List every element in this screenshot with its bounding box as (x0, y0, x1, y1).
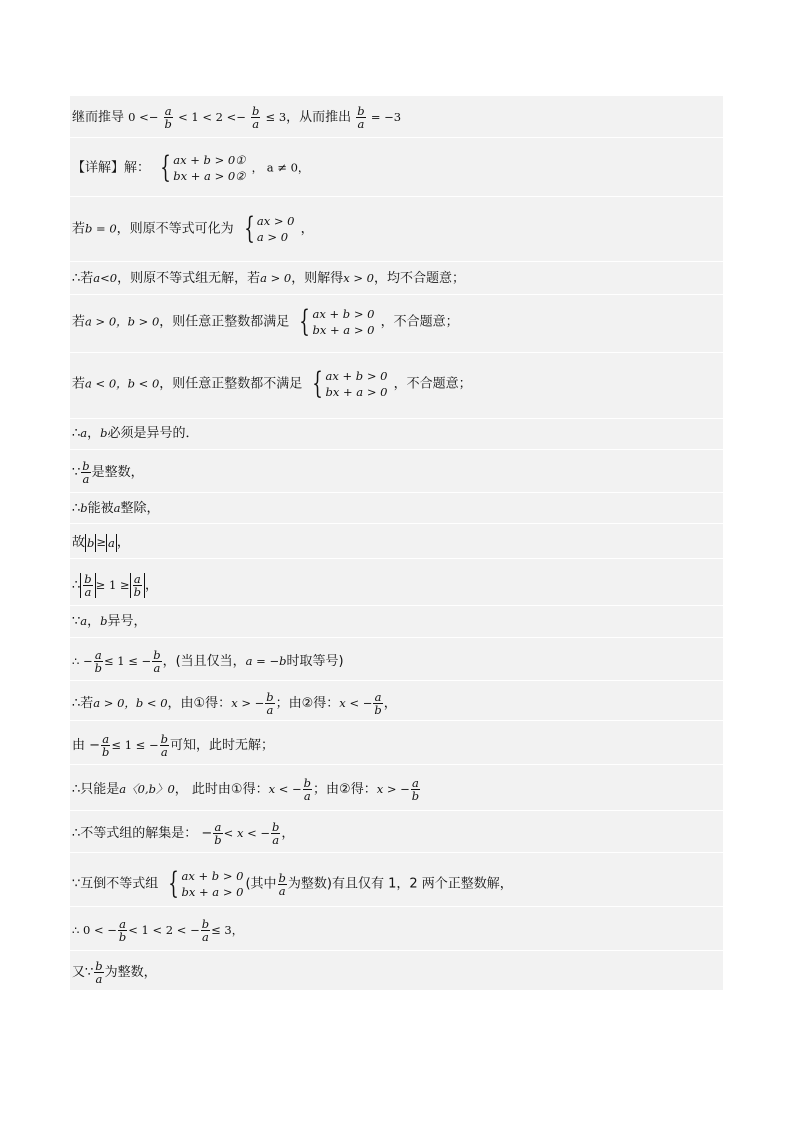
text: ∵ (72, 465, 81, 480)
denominator: b (214, 833, 222, 847)
text: 能被 (87, 501, 114, 516)
fraction (213, 821, 222, 846)
math: a〈0,b〉0 (119, 782, 175, 796)
math: ， a ≠ 0， (251, 160, 310, 175)
text: 整除， (120, 501, 160, 516)
math: b (100, 614, 108, 628)
text: 异号， (107, 614, 147, 629)
math: a<0 (93, 271, 118, 285)
math: a (113, 501, 121, 515)
fraction (118, 918, 127, 943)
inequality-system (308, 368, 387, 400)
text: 为整数， (104, 965, 157, 980)
numerator: b (266, 690, 274, 704)
denominator: a (278, 883, 286, 898)
row-divider (70, 523, 723, 524)
text: ，则原不等式组无解，若 (117, 271, 261, 286)
solution-line-17 (72, 821, 720, 846)
row-divider (70, 137, 723, 138)
numerator: b (84, 572, 92, 586)
row-divider (70, 418, 723, 419)
absolute-value (80, 573, 95, 598)
solution-line-5 (72, 306, 720, 338)
solution-line-6 (72, 368, 720, 400)
numerator: a (133, 572, 141, 586)
solution-line-15 (72, 733, 720, 758)
solution-line-13 (72, 649, 720, 674)
inequality-system (156, 152, 245, 184)
math: x < − (268, 782, 302, 796)
row-divider (70, 449, 723, 450)
fraction (94, 649, 103, 674)
row-divider (70, 196, 723, 197)
fraction (303, 777, 312, 802)
row-divider (70, 492, 723, 493)
text: 必须是异号的． (107, 426, 199, 441)
fraction (201, 918, 210, 943)
math: < x < − (223, 826, 271, 840)
math: a > 0，b > 0 (85, 314, 160, 329)
numerator: a (119, 917, 126, 931)
inequality-row: ax > 0 (256, 214, 295, 228)
solution-line-16 (72, 777, 720, 802)
math: = −3 (370, 110, 402, 124)
text: 若 (72, 314, 86, 330)
math: ≤ 1 ≤ − (111, 738, 159, 752)
brace-icon: { (312, 366, 324, 401)
fraction (81, 460, 90, 485)
row-divider (70, 261, 723, 262)
numerator: b (201, 917, 210, 931)
text: 若 (72, 221, 86, 237)
fraction (265, 691, 274, 716)
text: 是整数， (91, 465, 144, 480)
text: ∴ (72, 426, 81, 441)
denominator: a (201, 930, 209, 944)
brace-icon: { (244, 211, 255, 246)
fraction (373, 691, 382, 716)
inequality-row: a > 0 (256, 230, 289, 244)
row-divider (70, 352, 723, 353)
math: x > − (376, 782, 410, 796)
math: ∴ − (72, 654, 93, 668)
text: ，不合题意； (380, 314, 459, 330)
math: a = −b (245, 654, 287, 668)
row-divider (70, 950, 723, 951)
math: a (80, 614, 88, 628)
solution-line-20 (72, 960, 720, 985)
absolute-value (130, 573, 145, 598)
row-divider (70, 764, 723, 765)
numerator: a (412, 776, 419, 790)
text: 解： (124, 160, 151, 176)
text: ∵ (72, 614, 81, 629)
denominator: a (160, 745, 168, 759)
text: ， (87, 614, 101, 629)
numerator: a (164, 104, 172, 118)
text: ∴若 (72, 271, 94, 286)
row-divider (70, 558, 723, 559)
math: b (80, 501, 88, 515)
numerator: b (82, 459, 90, 473)
inequality-system (295, 306, 374, 338)
numerator: b (153, 648, 161, 662)
solution-line-8 (72, 460, 720, 485)
fraction (251, 105, 260, 130)
math: 0 <− (128, 110, 159, 124)
denominator: a (252, 117, 260, 131)
text: ， (281, 826, 295, 841)
text: ， (300, 221, 314, 237)
solution-line-9 (72, 499, 720, 518)
row-divider (70, 680, 723, 681)
numerator: b (272, 820, 280, 834)
math: ≤ 1 ≤ − (103, 654, 152, 668)
math: a > 0 (260, 271, 292, 285)
inequality-row: ax + b > 0 (181, 869, 244, 883)
math: a < 0，b < 0 (85, 376, 160, 391)
text: ，(当且仅当， (162, 654, 246, 669)
math: < 1 < 2 < − (128, 923, 200, 937)
text: ，不合题意； (393, 376, 472, 392)
row-divider (70, 852, 723, 853)
text: 故 (72, 535, 86, 550)
text: ，从而推出 (286, 110, 352, 125)
math: ≥ (96, 535, 107, 549)
numerator: a (94, 648, 102, 662)
inequality-row: bx + a > 0② (173, 169, 246, 183)
row-divider (70, 906, 723, 907)
denominator: a (95, 972, 103, 986)
solution-line-4 (72, 269, 720, 288)
math: b = 0 (85, 221, 117, 236)
inequality-system (164, 868, 243, 900)
fraction (152, 649, 161, 674)
text: (其中 (245, 876, 277, 892)
denominator: b (102, 745, 110, 759)
text: 可知，此时无解； (169, 738, 274, 753)
detail-tag: 【详解】 (72, 160, 125, 176)
numerator: b (303, 776, 312, 790)
solution-line-1 (72, 105, 720, 130)
inequality-row: ax + b > 0① (173, 153, 246, 167)
numerator: a (214, 820, 222, 834)
fraction (160, 733, 169, 758)
solution-line-10 (72, 533, 720, 552)
numerator: b (95, 959, 103, 973)
fraction (94, 960, 103, 985)
row-divider (70, 637, 723, 638)
fraction (101, 733, 110, 758)
inequality-system (240, 213, 295, 245)
text: ∵互倒不等式组 (72, 876, 159, 892)
text: 又∵ (72, 965, 94, 980)
text: ∴ (72, 578, 81, 593)
math: x < − (339, 696, 373, 710)
numerator: b (160, 732, 168, 746)
denominator: a (84, 585, 92, 599)
denominator: b (374, 703, 382, 717)
math: ≤ 3， (211, 923, 244, 937)
denominator: a (82, 472, 90, 486)
numerator: a (102, 732, 110, 746)
text: 由 − (72, 738, 101, 753)
row-divider (70, 294, 723, 295)
math: ≥ 1 ≥ (95, 578, 130, 592)
numerator: b (252, 104, 260, 118)
absolute-value: a (108, 535, 115, 550)
math: ∴ 0 < − (72, 923, 117, 937)
text: ∴只能是 (72, 782, 120, 797)
fraction (164, 105, 173, 130)
denominator: a (266, 703, 274, 717)
text: ，均不合题意； (374, 271, 466, 286)
row-divider (70, 720, 723, 721)
fraction (278, 872, 287, 897)
solution-line-3 (72, 213, 720, 245)
row-divider (70, 810, 723, 811)
text: ， (87, 426, 101, 441)
text: ，由①得： (167, 696, 232, 711)
text: ， (144, 578, 158, 593)
solution-line-19 (72, 918, 720, 943)
denominator: b (94, 661, 102, 675)
text: 时取等号) (286, 654, 344, 669)
solution-line-11 (72, 573, 720, 598)
text: ， (116, 535, 130, 550)
text: ；由②得： (313, 782, 377, 797)
text: ，则任意正整数都满足 (159, 314, 290, 330)
numerator: b (357, 104, 365, 118)
text: ∴ (72, 501, 81, 516)
text: ， (383, 696, 397, 711)
absolute-value: b (87, 535, 95, 550)
fraction (133, 573, 142, 598)
math: < 1 < 2 <− (178, 110, 246, 124)
math: b (100, 426, 108, 440)
text: ，则任意正整数都不满足 (159, 376, 303, 392)
brace-icon: { (160, 150, 171, 185)
solution-line-14 (72, 691, 720, 716)
text: 继而推导 (72, 110, 125, 125)
fraction (356, 105, 365, 130)
denominator: a (357, 117, 365, 131)
numerator: a (374, 690, 382, 704)
solution-line-12 (72, 612, 720, 631)
text: ，则原不等式可化为 (116, 221, 234, 237)
brace-icon: { (168, 866, 180, 901)
math: ≤ 3 (265, 110, 287, 124)
denominator: b (133, 585, 141, 599)
solution-line-7 (72, 424, 720, 443)
fraction (411, 777, 420, 802)
text: ，则解得 (291, 271, 344, 286)
text: ∴不等式组的解集是： − (72, 826, 213, 841)
denominator: a (303, 789, 311, 803)
math: a (80, 426, 88, 440)
denominator: b (411, 789, 420, 803)
denominator: b (164, 117, 172, 131)
text: ；由②得： (275, 696, 340, 711)
text: 若 (72, 376, 86, 392)
inequality-row: ax + b > 0 (312, 307, 375, 321)
math: a > 0，b < 0 (93, 696, 168, 710)
brace-icon: { (299, 304, 311, 339)
fraction (271, 821, 280, 846)
text: 为整数)有且仅有 1，2 两个正整数解， (287, 876, 513, 892)
denominator: b (118, 930, 127, 944)
inequality-row: bx + a > 0 (312, 323, 375, 337)
text: ∴若 (72, 696, 94, 711)
solution-line-2 (72, 152, 720, 184)
inequality-row: ax + b > 0 (325, 369, 388, 383)
inequality-row: bx + a > 0 (325, 385, 388, 399)
math: x > 0 (343, 271, 374, 285)
row-divider (70, 605, 723, 606)
solution-line-18 (72, 868, 720, 900)
denominator: a (272, 833, 280, 847)
math: x > − (231, 696, 265, 710)
inequality-row: bx + a > 0 (181, 885, 244, 899)
denominator: a (153, 661, 161, 675)
fraction (83, 573, 92, 598)
text: ， 此时由①得： (174, 782, 269, 797)
numerator: b (278, 870, 286, 885)
